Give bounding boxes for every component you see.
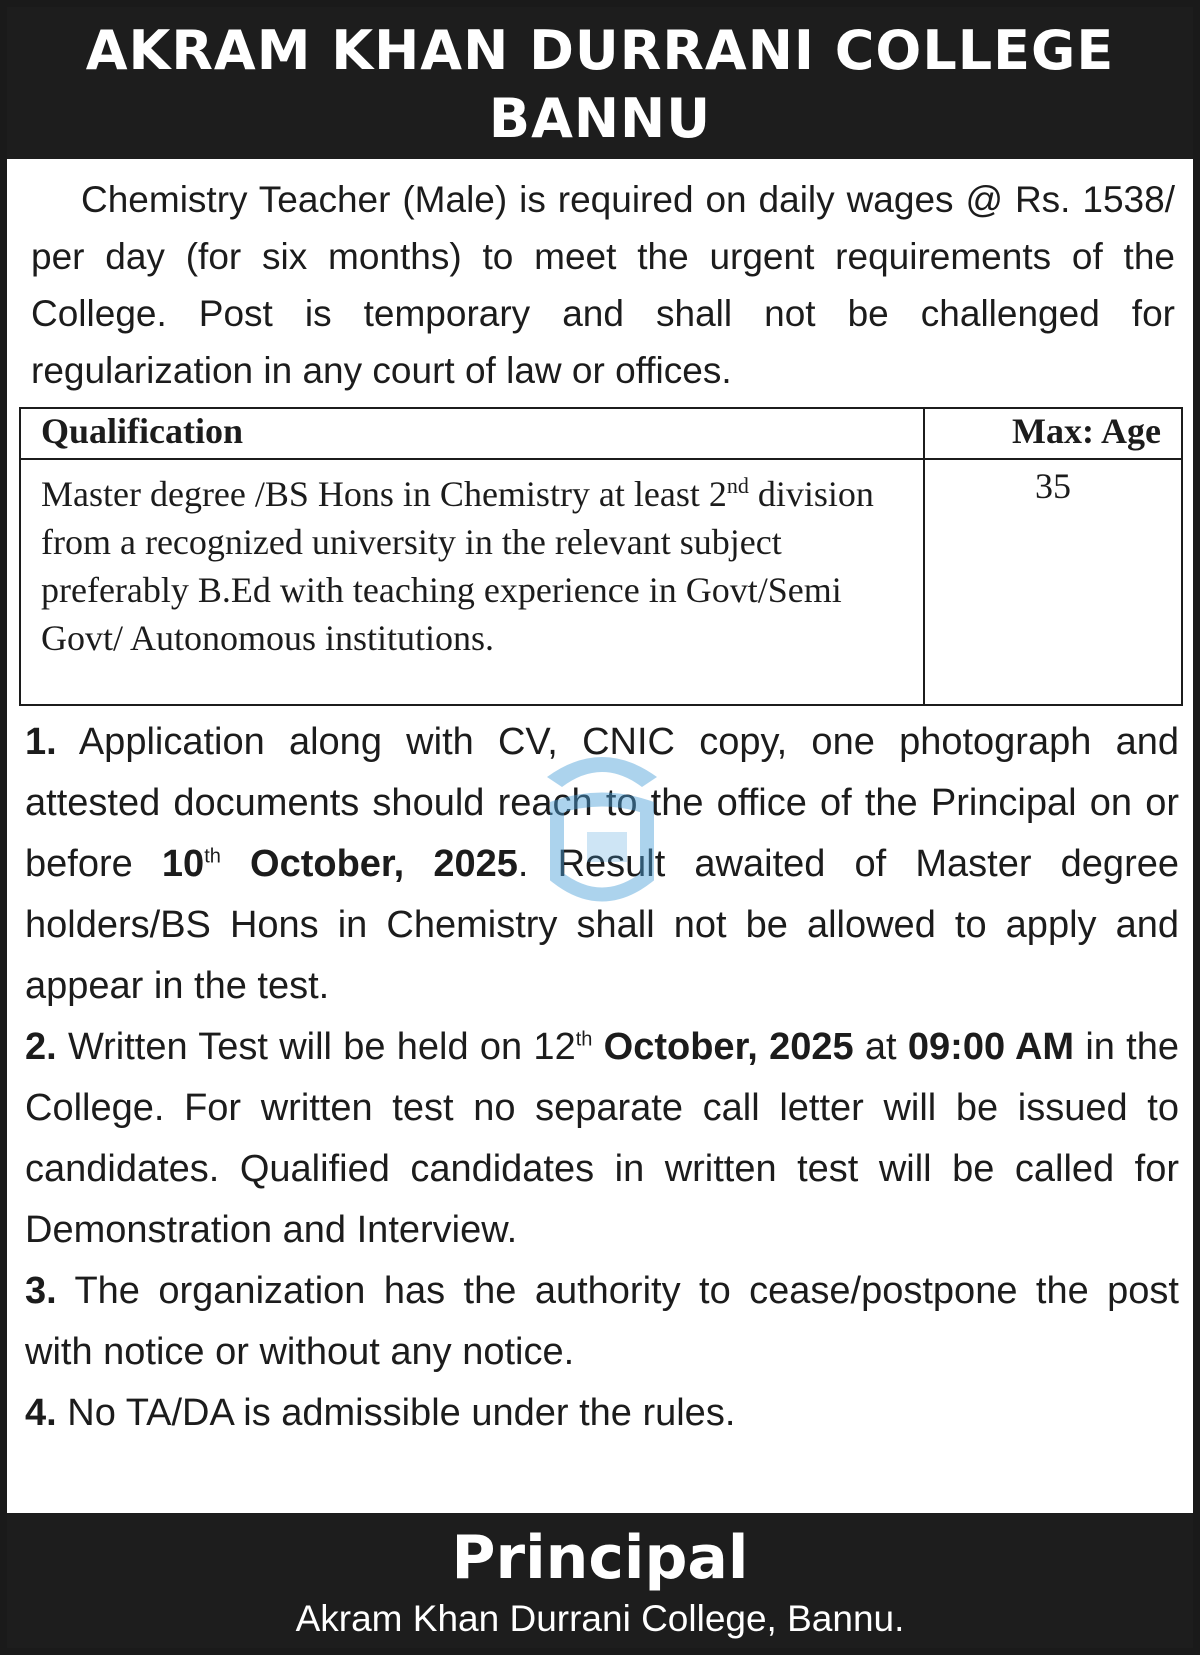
deadline-sup: th (204, 845, 221, 868)
college-city: BANNU (488, 87, 712, 150)
test-date: October, 2025 (592, 1026, 854, 1068)
item-number: 1. (25, 721, 57, 763)
item-number: 2. (25, 1026, 57, 1068)
qualification-text-cont: division from a recognized university in the relevant subject preferably B.Ed with teaching experience in Govt/Semi Govt/ Autonomous institutions. (41, 474, 874, 658)
list-item (25, 1017, 1179, 1261)
college-name: AKRAM KHAN DURRANI COLLEGE (85, 19, 1115, 82)
watermark-logo-icon (527, 737, 677, 917)
col-qualification: Qualification (20, 408, 924, 459)
intro-text: Chemistry Teacher (Male) is required on daily wages @ Rs. 1538/ per day (for six months) to meet the urgent requirements of the College. Post is temporary and shall not be challenged for regularization in any court of law or offices. (31, 179, 1175, 391)
item-number: 4. (25, 1392, 57, 1434)
header-banner (7, 7, 1193, 159)
qualification-table (19, 407, 1183, 706)
qualification-text: Master degree /BS Hons in Chemistry at least 2 (41, 474, 727, 514)
signatory-title: Principal (451, 1523, 749, 1593)
table-row (20, 459, 1182, 705)
item-text: . Result awaited of Master degree holders/BS Hons in Chemistry shall not be allowed to apply and appear in the test. (25, 843, 1179, 1007)
col-max-age: Max: Age (924, 408, 1182, 459)
item-text: in the College. For written test no separate call letter will be issued to candidates. Qualified candidates in written test will be called for Demonstration and Interview. (25, 1026, 1179, 1251)
test-date-sup: th (575, 1028, 593, 1051)
item-text: Written Test will be held on 12 (56, 1026, 576, 1068)
job-intro (31, 171, 1175, 399)
item-text: Application along with CV, CNIC copy, one photograph and attested documents should reach to the office of the Principal on or before (25, 721, 1179, 885)
age-cell: 35 (924, 459, 1182, 705)
item-number: 3. (25, 1270, 57, 1312)
signatory-institution: Akram Khan Durrani College, Bannu. (295, 1598, 905, 1639)
item-text: No TA/DA is admissible under the rules. (56, 1392, 736, 1434)
qualification-cell (20, 459, 924, 705)
qualification-sup: nd (726, 473, 749, 498)
list-item (25, 1383, 1179, 1444)
item-text: at (853, 1026, 908, 1068)
test-time: 09:00 AM (907, 1026, 1075, 1068)
deadline-date: October, 2025 (220, 843, 518, 885)
list-item (25, 1261, 1179, 1383)
deadline-day: 10 (161, 843, 205, 885)
table-header-row (20, 408, 1182, 459)
footer-banner (7, 1513, 1193, 1648)
item-text: The organization has the authority to cease/postpone the post with notice or without any notice. (25, 1270, 1179, 1373)
